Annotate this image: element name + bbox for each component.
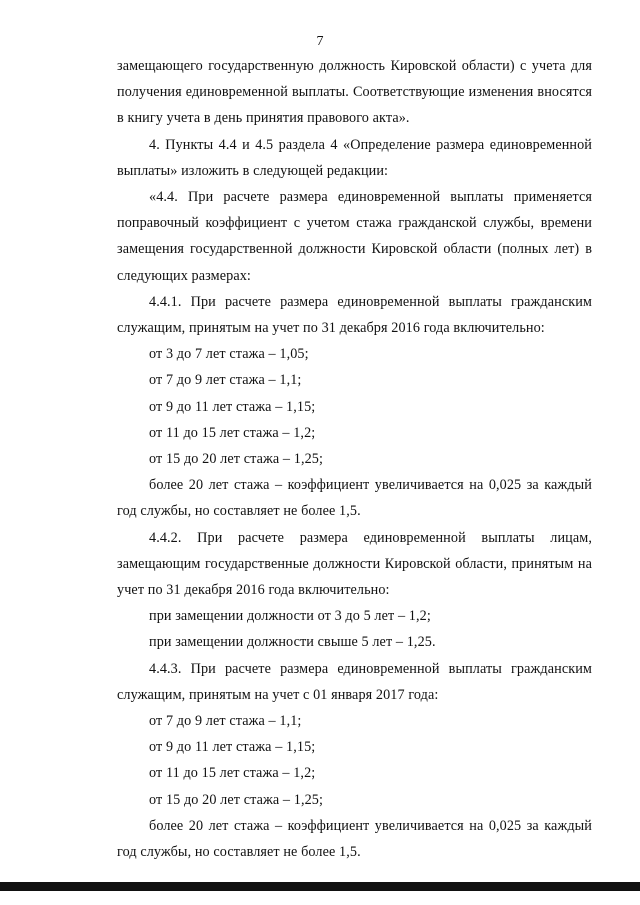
list-item: при замещении должности от 3 до 5 лет – 1,2; — [149, 608, 431, 625]
list-item: от 3 до 7 лет стажа – 1,05; — [149, 346, 309, 363]
paragraph-4-4-2: 4.4.2. При расчете размера единовременной выплаты лицам, замещающим государственные должности Кировской области, принятым на учет по 31 декабря 2016 года включительно: — [117, 529, 592, 599]
paragraph-over-20-years: более 20 лет стажа – коэффициент увеличивается на 0,025 за каждый год службы, но составляет не более 1,5. — [117, 477, 592, 520]
list-item: от 9 до 11 лет стажа – 1,15; — [149, 739, 316, 756]
list-item: от 15 до 20 лет стажа – 1,25; — [149, 451, 324, 468]
list-item: при замещении должности свыше 5 лет – 1,25. — [149, 634, 436, 651]
page-bottom-margin — [0, 891, 640, 905]
page-number: 7 — [316, 34, 324, 49]
coefficient-list-4-4-2 — [117, 603, 592, 655]
list-item: от 7 до 9 лет стажа – 1,1; — [149, 713, 302, 730]
paragraph-item-4: 4. Пункты 4.4 и 4.5 раздела 4 «Определение размера единовременной выплаты» изложить в следующей редакции: — [117, 136, 592, 179]
list-item: от 9 до 11 лет стажа – 1,15; — [149, 398, 316, 415]
coefficient-list-4-4-3 — [117, 708, 592, 813]
paragraph-continuation: замещающего государственную должность Кировской области) с учета для получения единовременной выплаты. Соответствующие изменения вносятся в книгу учета в день принятия правового акта». — [117, 58, 592, 127]
list-item: от 11 до 15 лет стажа – 1,2; — [149, 424, 316, 441]
document-body — [117, 53, 592, 865]
paragraph-4-4: «4.4. При расчете размера единовременной выплаты применяется поправочный коэффициент с учетом стажа гражданской службы, времени замещения государственной должности Кировской области (полных лет) в следующих размерах: — [117, 189, 592, 284]
paragraph-over-20-years-2: более 20 лет стажа – коэффициент увеличивается на 0,025 за каждый год службы, но составляет не более 1,5. — [117, 817, 592, 861]
list-item: от 11 до 15 лет стажа – 1,2; — [149, 765, 316, 782]
coefficient-list-4-4-1 — [117, 341, 592, 472]
list-item: от 7 до 9 лет стажа – 1,1; — [149, 372, 302, 389]
list-item: от 15 до 20 лет стажа – 1,25; — [149, 791, 324, 808]
paragraph-4-4-1: 4.4.1. При расчете размера единовременной выплаты гражданским служащим, принятым на учет по 31 декабря 2016 года включительно: — [117, 293, 592, 337]
paragraph-4-4-3: 4.4.3. При расчете размера единовременной выплаты гражданским служащим, принятым на учет с 01 января 2017 года: — [117, 660, 592, 703]
scan-border-bar — [0, 882, 640, 891]
